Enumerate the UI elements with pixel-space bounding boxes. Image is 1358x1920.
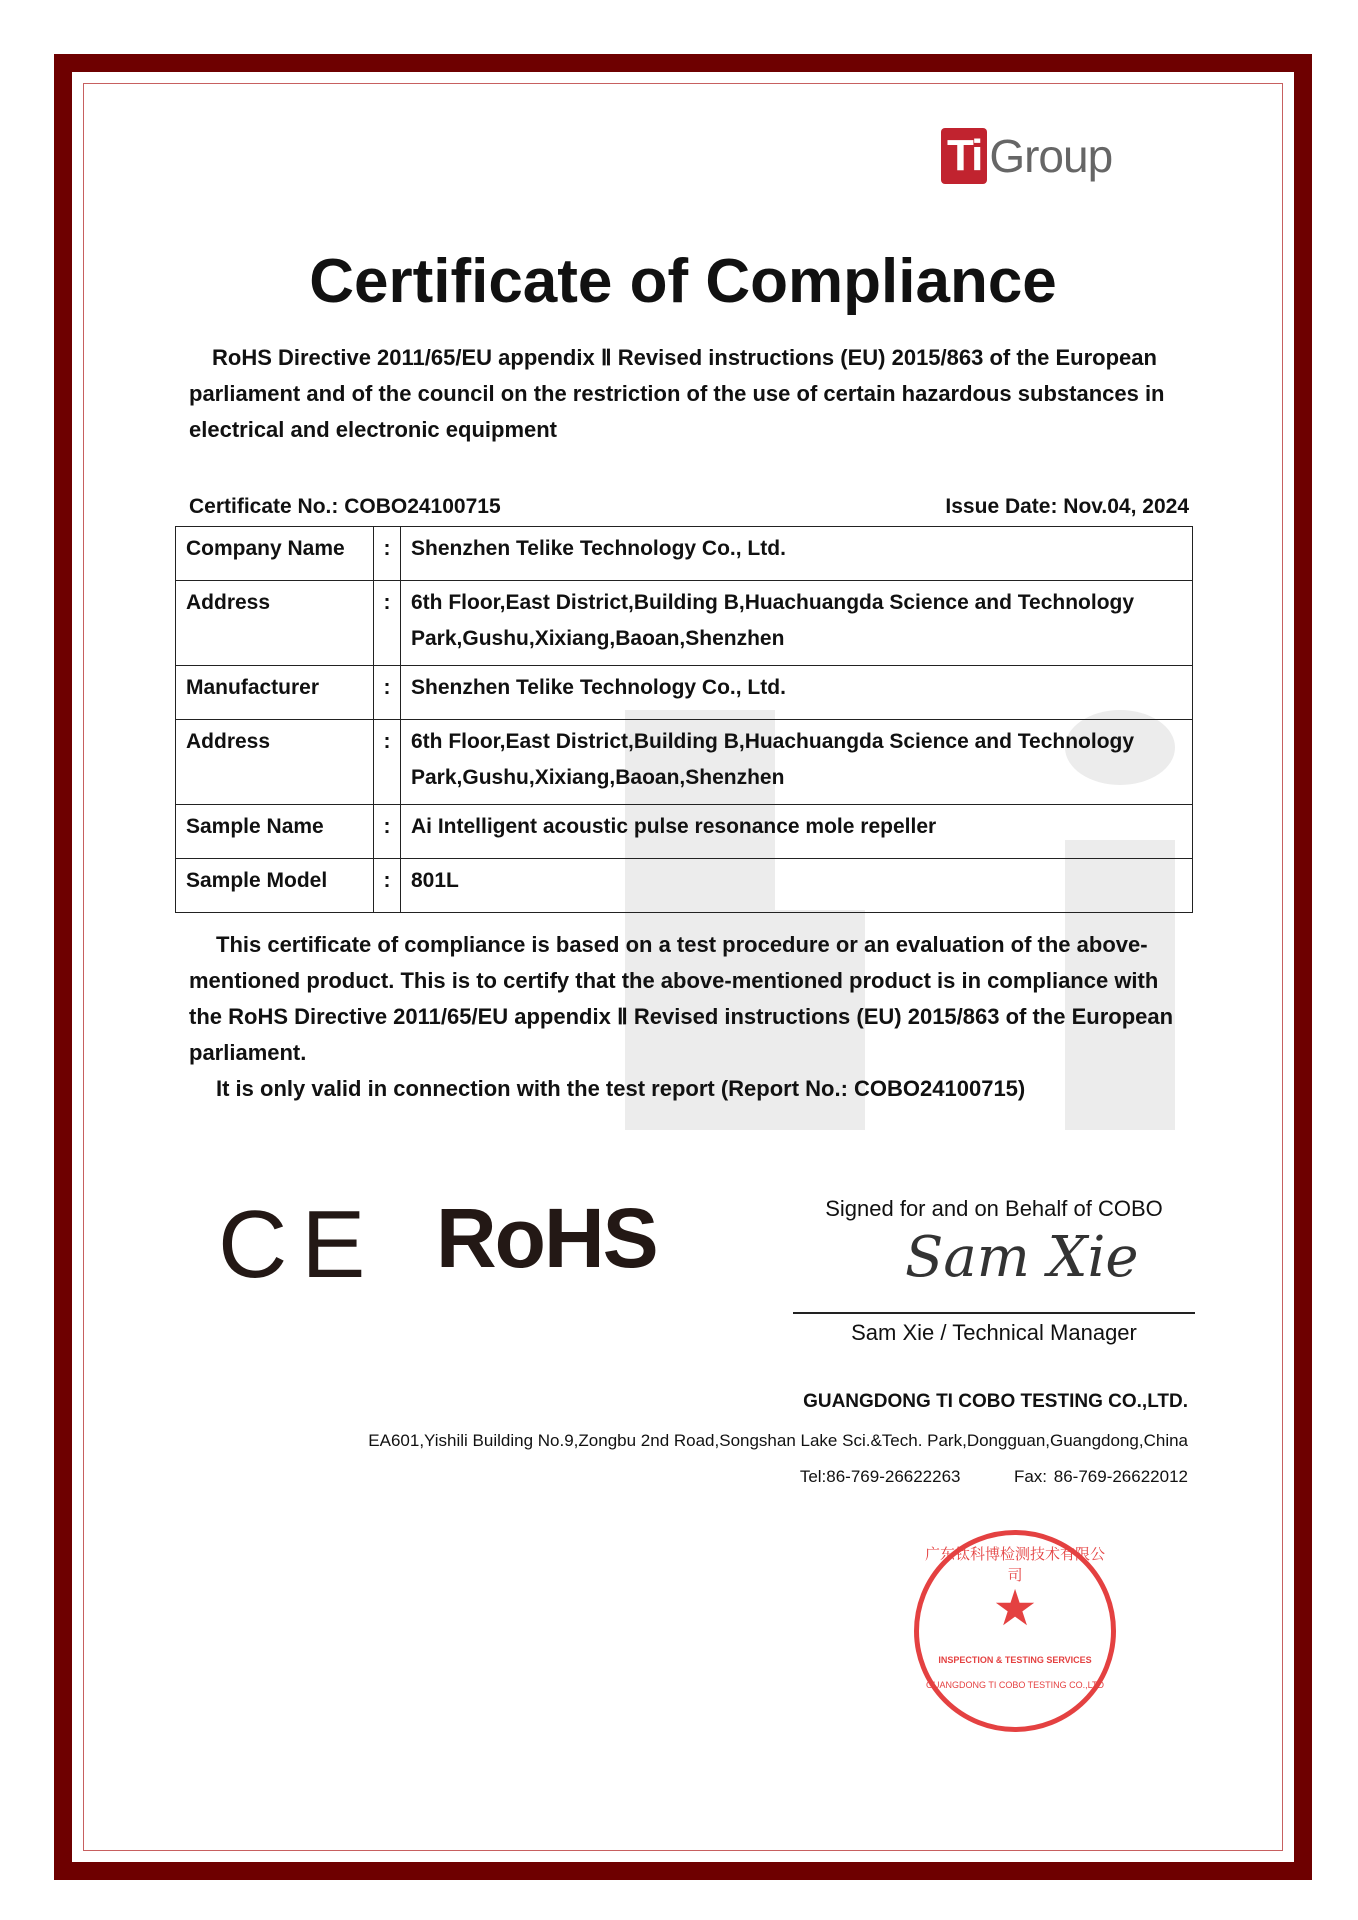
company-address: EA601,Yishili Building No.9,Zongbu 2nd Road,Songshan Lake Sci.&Tech. Park,Dongguan,Guangdong,China — [368, 1431, 1188, 1450]
company-name: GUANGDONG TI COBO TESTING CO.,LTD. — [803, 1391, 1188, 1412]
ce-mark: CE — [218, 1191, 380, 1298]
intro-paragraph — [189, 340, 1189, 448]
table-row — [176, 527, 1193, 581]
stamp-band-text: INSPECTION & TESTING SERVICES — [938, 1655, 1092, 1665]
row-value: Shenzhen Telike Technology Co., Ltd. — [401, 666, 1193, 720]
table-row — [176, 720, 1193, 805]
company-seal-stamp — [914, 1530, 1116, 1732]
row-separator: : — [374, 859, 401, 913]
row-label: Sample Model — [176, 859, 374, 913]
tigroup-logo — [941, 126, 1112, 186]
logo-ti: Ti — [941, 128, 987, 184]
company-tel: Tel:86-769-26622263 — [799, 1467, 961, 1486]
table-row — [176, 581, 1193, 666]
issue-date: Issue Date: Nov.04, 2024 — [945, 495, 1189, 518]
details-table — [175, 526, 1193, 913]
logo-group: Group — [989, 130, 1113, 182]
row-value: 801L — [401, 859, 1193, 913]
row-separator: : — [374, 720, 401, 805]
row-value: Ai Intelligent acoustic pulse resonance mole repeller — [401, 805, 1193, 859]
company-fax: Fax: 86-769-26622012 — [1013, 1467, 1188, 1486]
row-value: 6th Floor,East District,Building B,Huachuangda Science and Technology Park,Gushu,Xixiang,Baoan,Shenzhen — [401, 581, 1193, 666]
certificate-number: Certificate No.: COBO24100715 — [189, 495, 501, 518]
table-row — [176, 666, 1193, 720]
company-contact — [800, 1467, 1188, 1487]
row-value: Shenzhen Telike Technology Co., Ltd. — [401, 527, 1193, 581]
statement-paragraph: This certificate of compliance is based on a test procedure or an evaluation of the above-mentioned product. This is to certify that the above-mentioned product is in compliance with the RoHS Directive 2011/65/EU appendix Ⅱ Revised instructions (EU) 2015/863 of the European parliament. — [189, 932, 1174, 1065]
star-icon: ★ — [992, 1580, 1038, 1636]
signatory-name-title: Sam Xie / Technical Manager — [851, 1320, 1137, 1345]
rohs-mark: RoHS — [436, 1191, 657, 1285]
signed-for-text: Signed for and on Behalf of COBO — [825, 1196, 1163, 1221]
page-title: Certificate of Compliance — [309, 247, 1057, 316]
row-separator: : — [374, 805, 401, 859]
row-label: Manufacturer — [176, 666, 374, 720]
handwritten-signature: Sam Xie — [905, 1225, 1139, 1290]
table-row — [176, 805, 1193, 859]
row-label: Address — [176, 720, 374, 805]
compliance-statement — [189, 927, 1189, 1107]
stamp-cn-text: 广东钛科博检测技术有限公司 — [924, 1546, 1105, 1584]
row-label: Sample Name — [176, 805, 374, 859]
row-label: Address — [176, 581, 374, 666]
certificate-meta — [189, 495, 1189, 519]
row-separator: : — [374, 666, 401, 720]
row-label: Company Name — [176, 527, 374, 581]
report-validity: It is only valid in connection with the test report (Report No.: COBO24100715) — [216, 1076, 1026, 1101]
row-separator: : — [374, 581, 401, 666]
row-separator: : — [374, 527, 401, 581]
intro-text: RoHS Directive 2011/65/EU appendix Ⅱ Revised instructions (EU) 2015/863 of the European parliament and of the council on the restriction of the use of certain hazardous substances in electrical and electronic equipment — [189, 345, 1165, 442]
row-value: 6th Floor,East District,Building B,Huachuangda Science and Technology Park,Gushu,Xixiang,Baoan,Shenzhen — [401, 720, 1193, 805]
table-row — [176, 859, 1193, 913]
signature-line — [793, 1312, 1195, 1314]
stamp-en-text: GUANGDONG TI COBO TESTING CO.,LTD — [925, 1680, 1105, 1690]
